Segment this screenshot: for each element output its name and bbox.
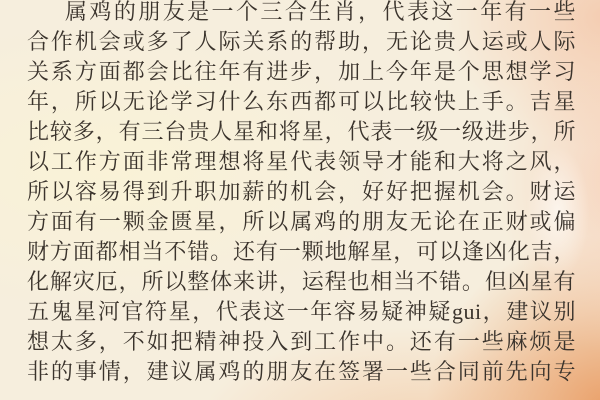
text-line: 比较多，有三台贵人星和将星，代表一级一级进步，所 [27, 119, 576, 144]
text-line: 关系方面都会比往年有进步，加上今年是个思想学习 [27, 59, 576, 84]
text-line: 方面有一颗金匮星，所以属鸡的朋友无论在正财或偏 [27, 209, 576, 234]
text-line: 五鬼星河官符星，代表这一年容易疑神疑gui，建议别 [27, 299, 576, 324]
text-line: 非的事情，建议属鸡的朋友在签署一些合同前先向专 [27, 359, 576, 384]
text-line: 属鸡的朋友是一个三合生肖，代表这一年有一些 [65, 0, 576, 24]
fortune-article [27, 0, 576, 387]
text-line: 化解灾厄，所以整体来讲，运程也相当不错。但凶星有 [27, 269, 576, 294]
text-line: 合作机会或多了人际关系的帮助，无论贵人运或人际 [27, 29, 576, 54]
text-line: 想太多，不如把精神投入到工作中。还有一些麻烦是 [27, 329, 576, 354]
text-line: 财方面都相当不错。还有一颗地解星，可以逢凶化吉， [27, 239, 576, 264]
text-line: 所以容易得到升职加薪的机会，好好把握机会。财运 [27, 179, 576, 204]
text-line: 以工作方面非常理想将星代表领导才能和大将之风， [27, 149, 576, 174]
text-line: 年，所以无论学习什么东西都可以比较快上手。吉星 [27, 89, 576, 114]
